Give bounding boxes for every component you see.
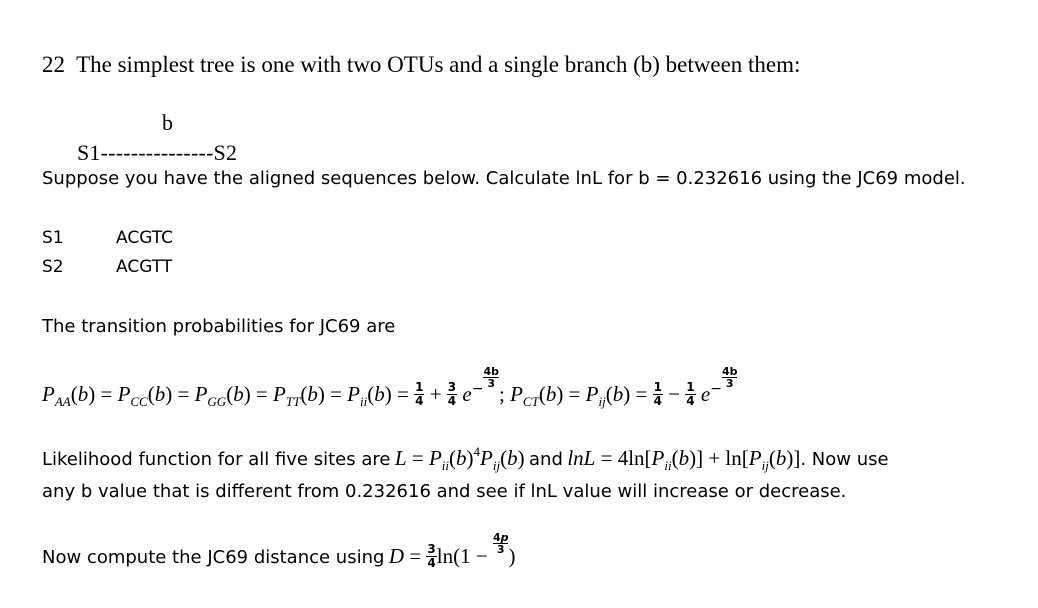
distance-line [42,531,516,572]
seq-name-s2: S2 [42,257,64,277]
likelihood-line [42,446,889,471]
seq-s2: ACGTT [116,257,173,277]
likelihood-formula-L: $L = P_{ii}(b)^4P_{ij}(b)$ [394,444,525,473]
tree-diagram: S1---------------S2 [77,140,238,165]
seq-s1: ACGTC [116,228,174,248]
question-number: 22 [42,52,65,77]
question-text: The simplest tree is one with two OTUs and a single branch (b) between them: [76,52,801,77]
likelihood-formula-lnL: $\ln L = 4\ln[P_{ii}(b)] + \ln[P_{ij}(b)]$ [567,446,801,473]
distance-prefix: Now compute the JC69 distance using [42,547,385,568]
seq-name-s1: S1 [42,228,64,248]
likelihood-and: and [529,449,563,470]
transition-formula: $P_{AA}(b) = P_{CC}(b) = P_{GG}(b) = P_{TT}(b) = P_{ii}(b)$ = $\frac{1}{4}$ + $\frac{3}{4}$ e− $\frac{4b}{3}$ ; $P_{CT}(b) = P_{ij}(b)$ = $\frac{1}{4}$ − $\frac{1}{4}$ e− $\frac{4b}{3}$ [42,365,738,409]
transition-intro: The transition probabilities for JC69 are [42,316,396,337]
question-heading [42,52,800,78]
likelihood-prefix: Likelihood function for all five sites are [42,449,391,470]
tree-branch-label: b [162,110,173,135]
likelihood-line2: any b value that is different from 0.232616 and see if lnL value will increase or decrease. [42,481,847,502]
likelihood-suffix: . Now use [800,449,889,470]
distance-formula: D = $\frac{3}{4}$ ln(1 − $\frac{4p}{3}$ ) [388,531,516,570]
suppose-text: Suppose you have the aligned sequences below. Calculate lnL for b = 0.232616 using the JC69 model. [42,168,966,189]
